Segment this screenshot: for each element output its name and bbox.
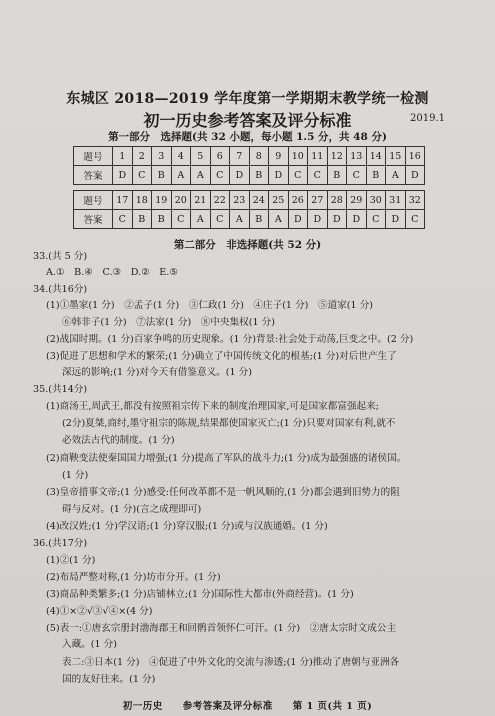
table-cell: B (366, 166, 386, 185)
answer-line: 33.(共 5 分) (33, 251, 88, 262)
table-row (74, 166, 425, 185)
answer-line: (1)②(1 分) (46, 555, 96, 566)
answer-line: ⑥韩非子(1 分) ⑦法家(1 分) ⑧中央集权(1 分) (62, 317, 276, 328)
answer-line: (4)改汉姓;(1 分)学汉语;(1 分)穿汉服;(1 分)或与汉族通婚。(1 分) (46, 521, 328, 532)
table-cell: 12 (327, 147, 347, 166)
table-cell: D (269, 166, 289, 185)
table-cell: C (308, 166, 328, 185)
table-cell: C (405, 210, 425, 229)
table-cell: D (347, 210, 367, 229)
answer-line: 必效法古代的制度。(1 分) (62, 435, 175, 446)
table-cell: A (191, 210, 211, 229)
answer-line: (2)战国时期。(1 分)百家争鸣的历史现象。(1 分)背景:社会处于动荡,巨变之中。(2 分) (46, 334, 414, 345)
answer-line: 国的友好往来。(1 分) (62, 674, 156, 685)
answer-line: 碍与反对。(1 分)(言之成理即可) (62, 504, 202, 515)
row-label-ans: 答案 (74, 166, 113, 185)
table-cell: 5 (191, 147, 211, 166)
table-row (74, 191, 425, 210)
row-label-ans: 答案 (74, 210, 113, 229)
table-cell: 17 (113, 191, 133, 210)
table-cell: 11 (308, 147, 328, 166)
table-cell: A (171, 166, 191, 185)
table-cell: C (171, 210, 191, 229)
table-cell: 32 (405, 191, 425, 210)
table-cell: 31 (386, 191, 406, 210)
table-cell: 4 (171, 147, 191, 166)
answer-line: 深远的影响;(1 分)对今天有借鉴意义。(1 分) (62, 367, 253, 378)
table-cell: D (386, 210, 406, 229)
table-cell: 18 (132, 191, 152, 210)
answer-line: 34.(共16分) (33, 284, 88, 295)
answer-table (73, 146, 425, 229)
table-cell: 2 (132, 147, 152, 166)
table-cell: 16 (405, 147, 425, 166)
table-cell: 21 (191, 191, 211, 210)
table-cell: C (132, 166, 152, 185)
table-cell: 23 (230, 191, 250, 210)
document-subtitle: 初一历史参考答案及评分标准 (143, 111, 352, 130)
table-cell: 28 (327, 191, 347, 210)
answer-line: (2)布局严整对称,(1 分)坊市分开。(1 分) (46, 572, 221, 583)
table-cell: C (210, 166, 230, 185)
table-cell: 29 (347, 191, 367, 210)
table-cell: D (230, 166, 250, 185)
table-cell: D (327, 210, 347, 229)
table-cell: B (249, 166, 269, 185)
table-cell: 22 (210, 191, 230, 210)
table-cell: 8 (249, 147, 269, 166)
table-cell: 26 (288, 191, 308, 210)
table-cell: A (230, 210, 250, 229)
table-cell: B (152, 210, 172, 229)
table-cell: B (132, 210, 152, 229)
table-cell: C (366, 210, 386, 229)
row-label-num: 题号 (74, 147, 113, 166)
table-row (74, 210, 425, 229)
table-cell: 15 (386, 147, 406, 166)
answer-line: (3)商品种类繁多;(1 分)店铺林立;(1 分)国际性大都市(外商经营)。(1 分) (46, 589, 354, 600)
page-footer: 初一历史 参考答案及评分标准 第 1 页(共 1 页) (122, 701, 373, 712)
answer-line: 表二:③日本(1 分) ④促进了中外文化的交流与渗透;(1 分)推动了唐朝与亚洲各 (62, 657, 400, 668)
table-cell: C (113, 210, 133, 229)
document-date: 2019.1 (410, 113, 445, 124)
table-cell: A (269, 210, 289, 229)
table-cell: B (249, 210, 269, 229)
table-cell: B (327, 166, 347, 185)
part2-heading: 第二部分 非选择题(共 52 分) (173, 239, 322, 251)
table-cell: A (386, 166, 406, 185)
table-cell: 19 (152, 191, 172, 210)
table-cell: C (347, 166, 367, 185)
table-cell: 25 (269, 191, 289, 210)
answer-line: (3)皇帝措事文帝;(1 分)感受:任何改革都不是一帆风顺的,(1 分)都会遇到旧势力的阻 (46, 487, 400, 498)
answer-line: (1 分) (62, 470, 89, 481)
table-cell: D (113, 166, 133, 185)
answer-line: A.① B.④ C.③ D.② E.⑤ (46, 267, 178, 278)
table-cell: C (210, 210, 230, 229)
table-cell: D (308, 210, 328, 229)
table-cell: 20 (171, 191, 191, 210)
answer-line: (3)促进了思想和学术的繁荣;(1 分)确立了中国传统文化的根基;(1 分)对后世产生了 (46, 351, 397, 362)
part1-heading: 第一部分 选择题(共 32 小题，每小题 1.5 分，共 48 分) (108, 131, 387, 143)
table-cell: 7 (230, 147, 250, 166)
table-row (74, 147, 425, 166)
table-cell: 9 (269, 147, 289, 166)
table-cell: 30 (366, 191, 386, 210)
answer-line: (1)①墨家(1 分) ②孟子(1 分) ③仁政(1 分) ④庄子(1 分) ⑤道家(1 分) (46, 300, 374, 311)
answer-line: (4)①×②√③√④×(4 分) (46, 606, 153, 617)
table-cell: 10 (288, 147, 308, 166)
answer-line: (2)商鞅变法使秦国国力增强;(1 分)提高了军队的战斗力;(1 分)成为最强盛的诸侯国。 (46, 453, 407, 464)
table-cell: 24 (249, 191, 269, 210)
answer-line: (1)商汤王,周武王,都没有按照祖宗传下来的制度治理国家,可是国家都富强起来; (46, 401, 379, 412)
answer-line: 35.(共14分) (33, 384, 88, 395)
table-cell: 13 (347, 147, 367, 166)
row-label-num: 题号 (74, 191, 113, 210)
table-cell: 14 (366, 147, 386, 166)
table-cell: 1 (113, 147, 133, 166)
exam-title: 东城区 2018—2019 学年度第一学期期末教学统一检测 (66, 91, 429, 107)
answer-line: 入藏。(1 分) (62, 639, 118, 650)
table-cell: B (152, 166, 172, 185)
table-cell: 6 (210, 147, 230, 166)
answer-line: 36.(共17分) (33, 538, 88, 549)
table-cell: A (191, 166, 211, 185)
table-cell: 27 (308, 191, 328, 210)
table-cell: D (288, 210, 308, 229)
table-cell: C (288, 166, 308, 185)
table-cell: 3 (152, 147, 172, 166)
answer-line: (5)表一:①唐玄宗册封渤海郡王和回鹘首领怀仁可汗。(1 分) ②唐太宗时文成公主 (46, 623, 397, 634)
table-cell: D (405, 166, 425, 185)
answer-line: (2分)夏桀,商纣,墨守祖宗的陈规,结果都使国家灭亡;(1 分)只要对国家有利,就不 (62, 418, 396, 429)
